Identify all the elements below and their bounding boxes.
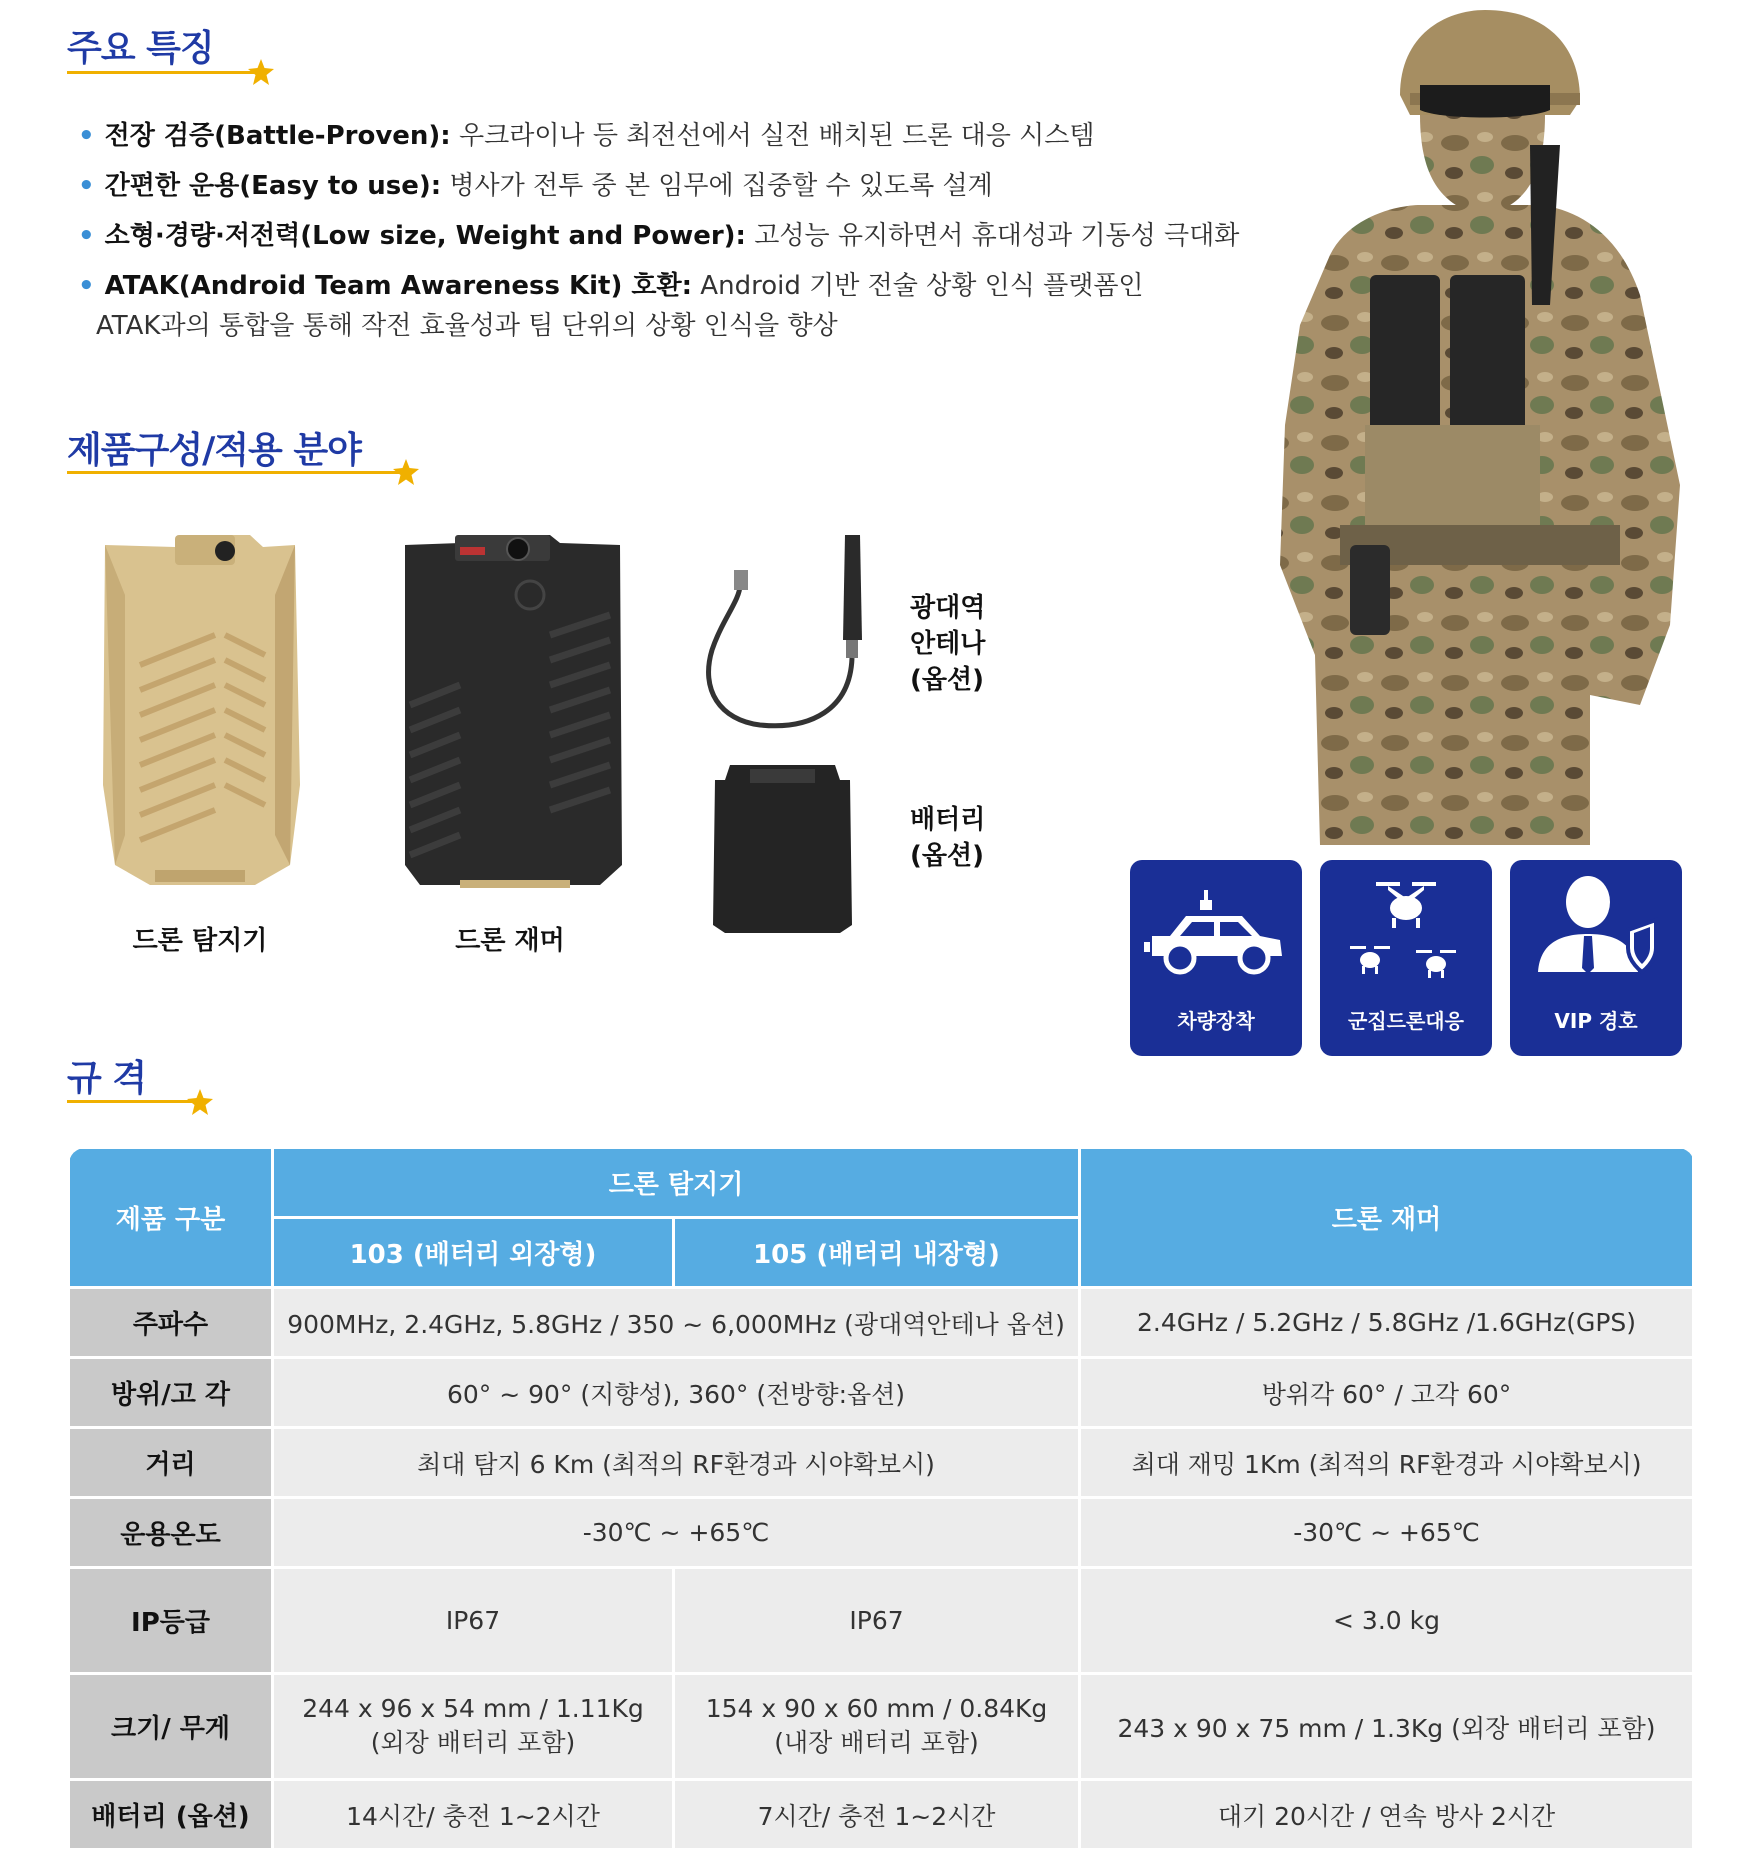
feature-item — [78, 266, 1144, 306]
drone-swarm-icon — [1320, 860, 1492, 1000]
table-row — [69, 1568, 1694, 1674]
row-label: 방위/고 각 — [69, 1358, 273, 1428]
antenna-label-line: 광대역 — [910, 593, 986, 623]
feature-text: 고성능 유지하면서 휴대성과 기동성 극대화 — [745, 221, 1240, 251]
cell-105: 7시간/ 충전 1~2시간 — [674, 1780, 1080, 1850]
features-title: 주요 특징 — [67, 28, 214, 69]
header-category: 제품 구분 — [69, 1148, 273, 1288]
cell-jammer: 대기 20시간 / 연속 방사 2시간 — [1080, 1780, 1694, 1850]
cell-detector: 60° ~ 90° (지향성), 360° (전방향:옵션) — [273, 1358, 1080, 1428]
spec-title: 규 격 — [67, 1058, 147, 1099]
feature-bold: ATAK(Android Team Awareness Kit) 호환: — [104, 271, 693, 301]
table-row — [69, 1288, 1694, 1358]
vehicle-icon — [1130, 860, 1302, 1000]
application-label: VIP 경호 — [1554, 1009, 1638, 1033]
products-title-underline — [67, 471, 407, 474]
battery-label-line: 배터리 — [910, 805, 986, 835]
table-row — [69, 1428, 1694, 1498]
header-105: 105 (배터리 내장형) — [674, 1218, 1080, 1288]
products-title: 제품구성/적용 분야 — [67, 430, 361, 471]
row-label: 배터리 (옵션) — [69, 1780, 273, 1850]
features-title-underline — [67, 71, 262, 74]
battery-image — [710, 765, 855, 935]
battery-label — [910, 802, 985, 874]
feature-item — [78, 216, 1239, 256]
table-row — [69, 1674, 1694, 1780]
application-label: 군집드론대응 — [1348, 1009, 1464, 1033]
antenna-label — [910, 590, 985, 698]
spec-table — [67, 1146, 1695, 1851]
feature-item — [78, 116, 1095, 156]
application-tile-drone-swarm — [1320, 860, 1492, 1056]
table-row — [69, 1358, 1694, 1428]
vip-shield-icon — [1510, 860, 1682, 1000]
spec-title-underline — [67, 1100, 202, 1103]
header-detector: 드론 탐지기 — [273, 1148, 1080, 1218]
row-label: 크기/ 무게 — [69, 1674, 273, 1780]
cell-line: (외장 배터리 포함) — [370, 1728, 576, 1757]
table-row — [69, 1498, 1694, 1568]
antenna-image — [700, 530, 880, 730]
cell-jammer: 최대 재밍 1Km (최적의 RF환경과 시야확보시) — [1080, 1428, 1694, 1498]
cell-jammer: 243 x 90 x 75 mm / 1.3Kg (외장 배터리 포함) — [1080, 1674, 1694, 1780]
antenna-label-line: (옵션) — [910, 665, 984, 695]
cell-line: 154 x 90 x 60 mm / 0.84Kg — [705, 1694, 1048, 1723]
table-header-row — [69, 1148, 1694, 1218]
feature-item — [78, 166, 993, 206]
bullet-icon: • — [78, 221, 95, 251]
row-label: 주파수 — [69, 1288, 273, 1358]
soldier-photo — [1260, 5, 1700, 845]
header-jammer: 드론 재머 — [1080, 1148, 1694, 1288]
feature-text: 병사가 전투 중 본 임무에 집중할 수 있도록 설계 — [441, 171, 993, 201]
product-label-jammer: 드론 재머 — [455, 926, 565, 956]
cell-detector: 최대 탐지 6 Km (최적의 RF환경과 시야확보시) — [273, 1428, 1080, 1498]
application-tile-vip — [1510, 860, 1682, 1056]
row-label: 운용온도 — [69, 1498, 273, 1568]
drone-detector-image — [95, 535, 310, 890]
application-label: 차량장착 — [1177, 1009, 1255, 1033]
table-row — [69, 1780, 1694, 1850]
product-label-detector: 드론 탐지기 — [132, 926, 268, 956]
cell-detector: 900MHz, 2.4GHz, 5.8GHz / 350 ~ 6,000MHz (광대역안테나 옵션) — [273, 1288, 1080, 1358]
feature-bold: 간편한 운용(Easy to use): — [104, 171, 442, 201]
cell-line: (내장 배터리 포함) — [774, 1728, 979, 1757]
star-icon — [247, 58, 275, 86]
feature-bold: 소형·경량·저전력(Low size, Weight and Power): — [104, 221, 746, 251]
cell-line: 244 x 96 x 54 mm / 1.11Kg — [302, 1694, 644, 1723]
application-tile-vehicle — [1130, 860, 1302, 1056]
header-103: 103 (배터리 외장형) — [273, 1218, 674, 1288]
bullet-icon: • — [78, 271, 95, 301]
star-icon — [392, 458, 420, 486]
cell-jammer: 방위각 60° / 고각 60° — [1080, 1358, 1694, 1428]
row-label: 거리 — [69, 1428, 273, 1498]
battery-label-line: (옵션) — [910, 841, 984, 871]
star-icon — [186, 1088, 214, 1116]
feature-bold: 전장 검증(Battle-Proven): — [104, 121, 451, 151]
cell-105 — [674, 1674, 1080, 1780]
cell-103: 14시간/ 충전 1~2시간 — [273, 1780, 674, 1850]
bullet-icon: • — [78, 121, 95, 151]
antenna-label-line: 안테나 — [910, 629, 986, 659]
cell-jammer: -30℃ ~ +65℃ — [1080, 1498, 1694, 1568]
feature-item-continuation: ATAK과의 통합을 통해 작전 효율성과 팀 단위의 상황 인식을 향상 — [96, 311, 838, 341]
cell-detector: -30℃ ~ +65℃ — [273, 1498, 1080, 1568]
feature-text: 우크라이나 등 최전선에서 실전 배치된 드론 대응 시스템 — [450, 121, 1095, 151]
feature-text: Android 기반 전술 상황 인식 플랫폼인 — [692, 271, 1144, 301]
drone-jammer-image — [400, 535, 625, 890]
cell-jammer: < 3.0 kg — [1080, 1568, 1694, 1674]
cell-103 — [273, 1674, 674, 1780]
row-label: IP등급 — [69, 1568, 273, 1674]
cell-jammer: 2.4GHz / 5.2GHz / 5.8GHz /1.6GHz(GPS) — [1080, 1288, 1694, 1358]
cell-105: IP67 — [674, 1568, 1080, 1674]
bullet-icon: • — [78, 171, 95, 201]
cell-103: IP67 — [273, 1568, 674, 1674]
